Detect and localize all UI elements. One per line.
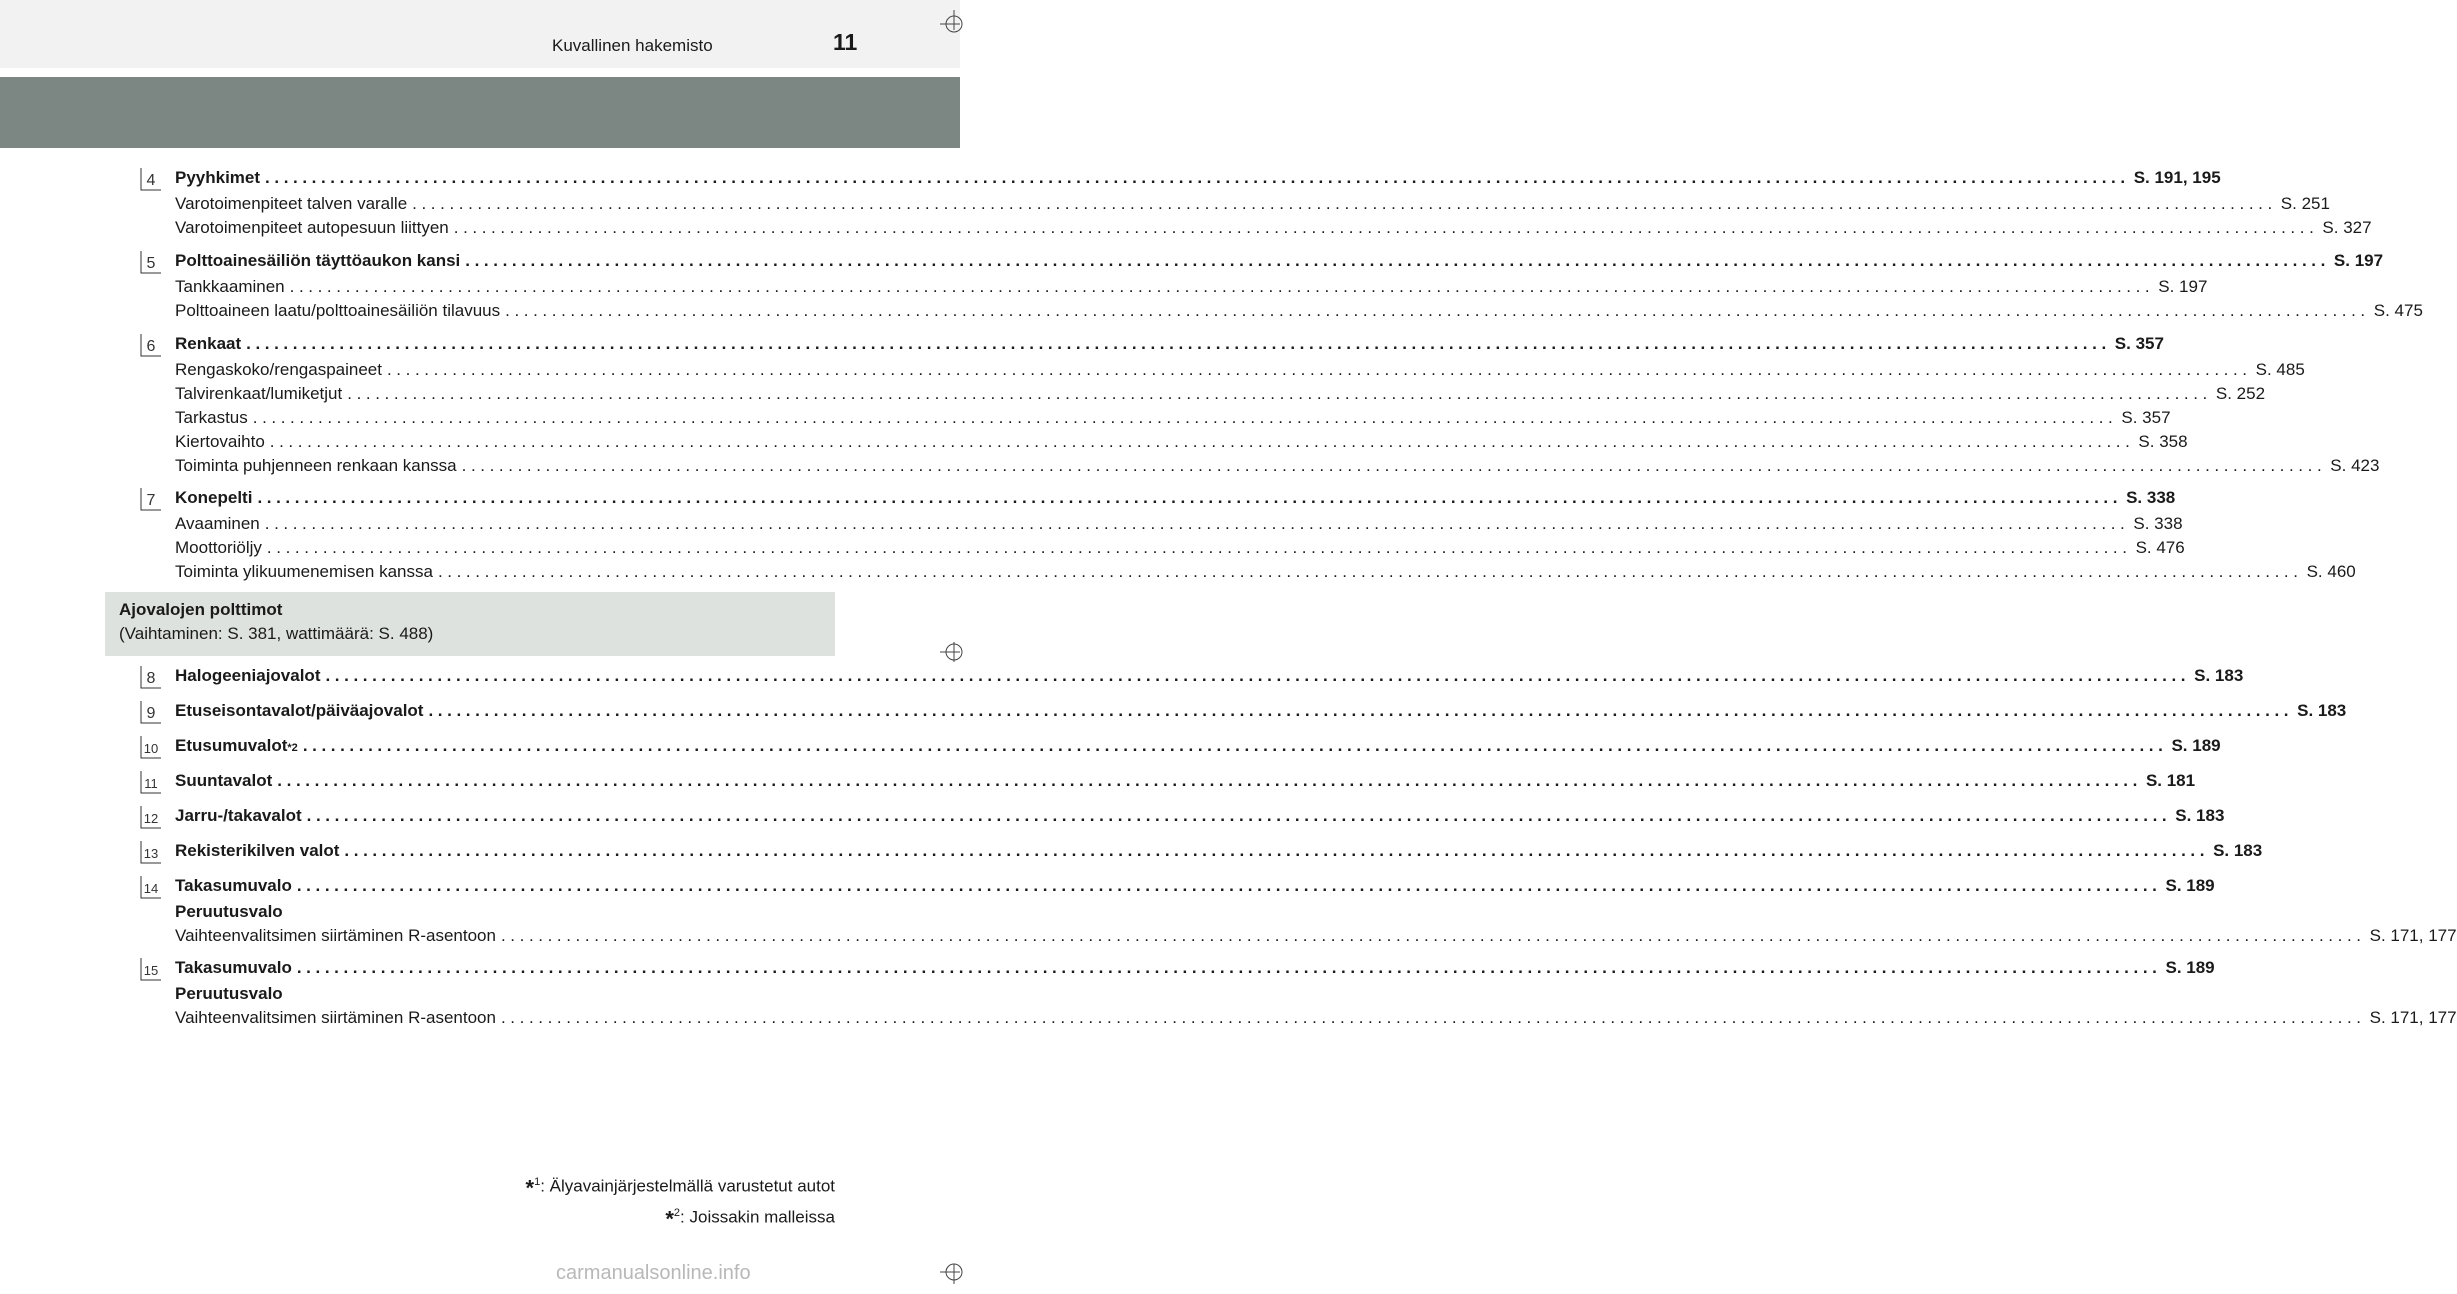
page-reference[interactable]: S. 476	[2135, 538, 2185, 557]
dot-leader: ........................................................................................................................................................................................................	[252, 408, 2118, 427]
dot-leader: ........................................................................................................................................................................................................	[325, 666, 2191, 685]
item-number-badge-icon	[138, 956, 164, 982]
info-box-text: (Vaihtaminen: S. 381, wattimäärä: S. 488)	[119, 624, 434, 643]
page-reference[interactable]: S. 357	[2114, 334, 2164, 353]
page-reference[interactable]: S. 338	[2133, 514, 2183, 533]
entry-label: Halogeeniajovalot	[175, 666, 321, 685]
svg-text:9: 9	[146, 705, 156, 722]
index-entry-main	[175, 666, 2244, 690]
page-reference[interactable]: S. 181	[2145, 771, 2196, 790]
dot-leader: ........................................................................................................................................................................................................	[246, 334, 2111, 353]
svg-text:13: 13	[143, 846, 159, 861]
entry-label: Vaihteenvalitsimen siirtäminen R-asentoon	[175, 1008, 496, 1027]
svg-text:11: 11	[144, 776, 158, 791]
index-entry-main	[175, 841, 2263, 865]
entry-label: Jarru-/takavalot	[175, 806, 302, 825]
entry-label: Etusumuvalot	[175, 736, 288, 755]
entry-label: Pyyhkimet	[175, 168, 261, 187]
dot-leader: ........................................................................................................................................................................................................	[505, 301, 2370, 320]
entry-label: Etuseisontavalot/päiväajovalot	[175, 701, 424, 720]
page-reference[interactable]: S. 338	[2126, 488, 2176, 507]
index-entry-sub	[175, 432, 2188, 456]
dot-leader: ........................................................................................................................................................................................................	[386, 360, 2252, 379]
index-entry-sub	[175, 562, 2356, 586]
svg-text:4: 4	[146, 172, 156, 189]
entry-label: Kiertovaihto	[175, 432, 265, 451]
svg-text:5: 5	[146, 255, 156, 272]
headlight-bulbs-box	[105, 592, 835, 656]
header-band	[0, 77, 960, 148]
entry-label: Rengaskoko/rengaspaineet	[175, 360, 382, 379]
footnotes	[526, 1170, 836, 1231]
section-title: Kuvallinen hakemisto	[552, 36, 713, 55]
footnote-1: *$^1$: Älyavainjärjestelmällä varustetut autot	[525, 1175, 835, 1201]
entry-label: Varotoimenpiteet autopesuun liittyen	[175, 218, 449, 237]
dot-leader: ........................................................................................................................................................................................................	[296, 876, 2162, 895]
item-number-badge-icon	[138, 166, 164, 192]
index-entry-sub	[175, 926, 2457, 950]
item-number-badge-icon	[138, 874, 164, 900]
page-reference[interactable]: S. 357	[2121, 408, 2171, 427]
page-reference[interactable]: S. 191, 195	[2133, 168, 2221, 187]
index-entry-main	[175, 958, 2215, 982]
entry-label: Suuntavalot	[175, 771, 273, 790]
entry-label: Varotoimenpiteet talven varalle	[175, 194, 408, 213]
page-reference[interactable]: S. 485	[2255, 360, 2305, 379]
entry-label: Toiminta ylikuumenemisen kanssa	[175, 562, 433, 581]
dot-leader: ........................................................................................................................................................................................................	[412, 194, 2277, 213]
entry-label: Toiminta puhjenneen renkaan kanssa	[175, 456, 457, 475]
registration-mark-icon	[940, 1264, 960, 1284]
entry-label: Polttoaineen laatu/polttoainesäiliön tilavuus	[175, 301, 501, 320]
item-number-badge-icon	[138, 664, 164, 690]
item-number-badge-icon	[138, 332, 164, 358]
page-reference[interactable]: S. 251	[2280, 194, 2330, 213]
page-reference[interactable]: S. 475	[2373, 301, 2423, 320]
page-reference[interactable]: S. 423	[2330, 456, 2380, 475]
footnote-2: *$^2$: Joissakin malleissa	[665, 1206, 835, 1232]
index-entry-main	[175, 876, 2215, 900]
index-entry-main	[175, 701, 2347, 725]
index-entry-main	[175, 168, 2221, 192]
entry-label: Avaaminen	[175, 514, 260, 533]
dot-leader: ........................................................................................................................................................................................................	[265, 168, 2130, 187]
index-entry-main	[175, 488, 2176, 512]
svg-text:15: 15	[143, 963, 159, 978]
dot-leader: ........................................................................................................................................................................................................	[500, 926, 2366, 945]
dot-leader: ........................................................................................................................................................................................................	[428, 701, 2294, 720]
page-reference[interactable]: S. 183	[2194, 666, 2244, 685]
entry-label: Takasumuvalo	[175, 958, 292, 977]
item-number-badge-icon	[138, 839, 164, 865]
page-reference[interactable]: S. 460	[2306, 562, 2356, 581]
watermark: carmanualsonline.info	[556, 1262, 751, 1284]
dot-leader: ........................................................................................................................................................................................................	[453, 218, 2319, 237]
dot-leader: ........................................................................................................................................................................................................	[277, 771, 2142, 790]
entry-label: Tarkastus	[175, 408, 248, 427]
dot-leader: ........................................................................................................................................................................................................	[437, 562, 2303, 581]
info-box-title: Ajovalojen polttimot	[119, 600, 283, 619]
page-reference[interactable]: S. 189	[2171, 736, 2221, 755]
index-entry-sub	[175, 456, 2380, 480]
page-reference[interactable]: S. 183	[2175, 806, 2225, 825]
svg-text:14: 14	[143, 881, 159, 896]
page-reference[interactable]: S. 358	[2138, 432, 2188, 451]
dot-leader: ........................................................................................................................................................................................................	[296, 958, 2162, 977]
svg-text:8: 8	[146, 670, 156, 687]
dot-leader: ........................................................................................................................................................................................................	[269, 432, 2135, 451]
index-entry-main	[175, 984, 798, 1008]
page-reference[interactable]: S. 197	[2333, 251, 2384, 270]
svg-text:7: 7	[146, 492, 156, 509]
item-number-badge-icon	[138, 699, 164, 725]
page-reference[interactable]: S. 197	[2158, 277, 2208, 296]
page-header	[0, 0, 960, 68]
entry-label: Tankkaaminen	[175, 277, 285, 296]
dot-leader: ........................................................................................................................................................................................................	[344, 841, 2210, 860]
entry-label: Moottoriöljy	[175, 538, 262, 557]
entry-label: Konepelti	[175, 488, 253, 507]
dot-leader: ........................................................................................................................................................................................................	[289, 277, 2155, 296]
index-entry-sub	[175, 1008, 2457, 1032]
svg-text:12: 12	[143, 811, 159, 826]
page-reference[interactable]: S. 171, 177	[2369, 1008, 2457, 1027]
index-entry-sub	[175, 408, 2171, 432]
entry-label: Polttoainesäiliön täyttöaukon kansi	[175, 251, 461, 270]
entry-label: Peruutusvalo	[175, 902, 283, 921]
registration-mark-icon	[940, 642, 960, 662]
index-entry-sub	[175, 218, 2372, 242]
dot-leader: ........................................................................................................................................................................................................	[306, 806, 2172, 825]
page-reference[interactable]: S. 327	[2322, 218, 2372, 237]
page-number: 11	[833, 29, 858, 55]
entry-label: Vaihteenvalitsimen siirtäminen R-asentoon	[175, 926, 496, 945]
entry-label: Renkaat	[175, 334, 242, 353]
index-entry-sub	[175, 194, 2330, 218]
page-reference[interactable]: S. 252	[2215, 384, 2266, 403]
item-number-badge-icon	[138, 769, 164, 795]
dot-leader: ........................................................................................................................................................................................................	[264, 514, 2130, 533]
dot-leader: ........................................................................................................................................................................................................	[500, 1008, 2366, 1027]
index-entry-main	[175, 251, 2384, 275]
page-reference[interactable]: S. 189	[2165, 876, 2215, 895]
entry-label: Talvirenkaat/lumiketjut	[175, 384, 343, 403]
index-entry-main	[175, 902, 798, 926]
entry-label: Rekisterikilven valot	[175, 841, 340, 860]
item-number-badge-icon	[138, 249, 164, 275]
footnote-ref: *2	[287, 742, 298, 754]
dot-leader: ........................................................................................................................................................................................................	[257, 488, 2123, 507]
item-number-badge-icon	[138, 804, 164, 830]
registration-mark-icon	[940, 10, 960, 30]
index-entry-main	[175, 771, 2196, 795]
dot-leader: ........................................................................................................................................................................................................	[347, 384, 2212, 403]
index-entry-main	[175, 334, 2164, 358]
dot-leader: ........................................................................................................................................................................................................	[461, 456, 2327, 475]
dot-leader: ........................................................................................................................................................................................................	[302, 736, 2168, 755]
entry-label: Takasumuvalo	[175, 876, 292, 895]
index-entry-sub	[175, 301, 2423, 325]
index-entry-sub	[175, 360, 2305, 384]
index-entry-sub	[175, 384, 2266, 408]
page-reference[interactable]: S. 183	[2213, 841, 2263, 860]
page-reference[interactable]: S. 189	[2165, 958, 2215, 977]
page-reference[interactable]: S. 171, 177	[2369, 926, 2457, 945]
svg-text:6: 6	[146, 338, 156, 355]
dot-leader: ........................................................................................................................................................................................................	[465, 251, 2330, 270]
entry-label: Peruutusvalo	[175, 984, 283, 1003]
index-entry-main	[175, 806, 2225, 830]
dot-leader: ........................................................................................................................................................................................................	[266, 538, 2132, 557]
index-entry-sub	[175, 277, 2208, 301]
item-number-badge-icon	[138, 734, 164, 760]
item-number-badge-icon	[138, 486, 164, 512]
index-entry-sub	[175, 514, 2183, 538]
page-reference[interactable]: S. 183	[2297, 701, 2347, 720]
index-entry-main	[175, 736, 2221, 760]
index-entry-sub	[175, 538, 2185, 562]
svg-text:10: 10	[143, 741, 159, 756]
